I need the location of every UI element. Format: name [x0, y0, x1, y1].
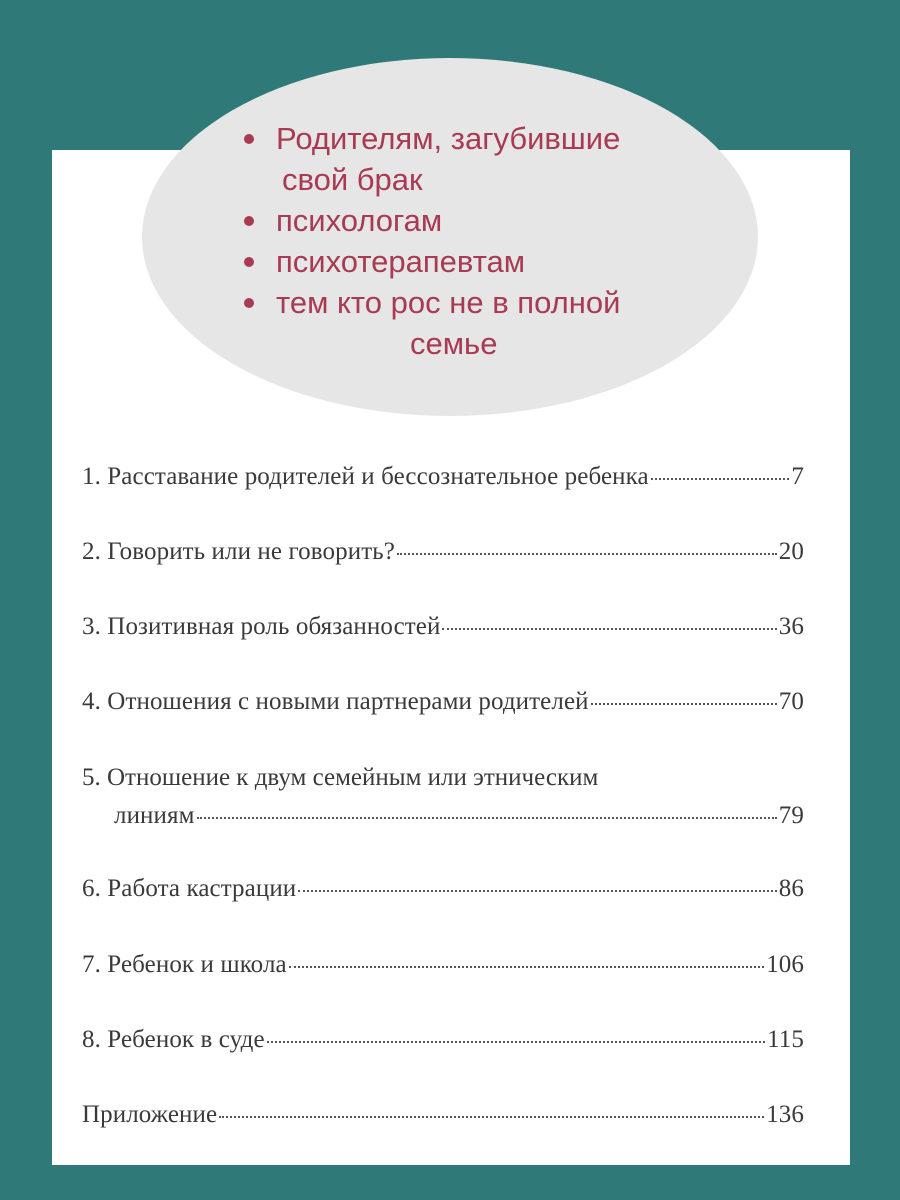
toc-entry-title: 1. Расставание родителей и бессознательное ребенка [82, 463, 649, 490]
toc-leader-dots [591, 703, 777, 705]
toc-entry[interactable] [82, 951, 804, 979]
audience-item [240, 241, 720, 282]
toc-entry[interactable] [82, 613, 804, 641]
bullet-icon [244, 298, 254, 308]
toc-entry[interactable] [82, 463, 804, 491]
toc-entry-title: Приложение [82, 1101, 218, 1128]
toc-entry-title: 8. Ребенок в суде [82, 1026, 265, 1053]
audience-item [240, 118, 720, 200]
toc-entry[interactable] [82, 875, 804, 903]
toc-leader-dots [397, 553, 777, 555]
toc-leader-dots [298, 890, 777, 892]
toc-entry[interactable] [82, 688, 804, 716]
toc-entry-page: 36 [778, 613, 804, 640]
toc-leader-dots [651, 478, 790, 480]
toc-entry[interactable] [82, 538, 804, 566]
toc-entry[interactable] [114, 802, 804, 830]
toc-leader-dots [267, 1041, 765, 1043]
toc-entry-page: 79 [778, 802, 804, 829]
audience-item-text-cont: семье [410, 326, 498, 361]
bullet-icon [244, 134, 254, 144]
toc-entry-page: 20 [778, 538, 804, 565]
toc-entry-title: 6. Работа кастрации [82, 875, 297, 902]
toc-entry-page: 136 [766, 1101, 804, 1128]
toc-entry-title: 4. Отношения с новыми партнерами родителей [82, 688, 589, 715]
toc-entry-page: 115 [767, 1026, 804, 1053]
toc-entry[interactable] [82, 1101, 804, 1129]
toc-leader-dots [442, 628, 776, 630]
audience-item-text: психотерапевтам [276, 244, 526, 279]
toc-entry-title: 2. Говорить или не говорить? [82, 538, 395, 565]
toc-leader-dots [197, 817, 777, 819]
bullet-icon [244, 216, 254, 226]
audience-item-text: Родителям, загубившие [276, 121, 621, 156]
toc-leader-dots [219, 1116, 764, 1118]
audience-item [240, 282, 720, 364]
audience-item-text-cont: свой брак [282, 162, 423, 197]
bullet-icon [244, 257, 254, 267]
toc-entry-page: 86 [778, 875, 804, 902]
toc-entry-page: 106 [766, 951, 804, 978]
toc-entry-title: линиям [114, 802, 195, 829]
toc-leader-dots [289, 966, 764, 968]
audience-item-text: психологам [276, 203, 443, 238]
audience-list [240, 118, 720, 364]
toc-entry-page: 70 [778, 688, 804, 715]
toc-entry-title: 7. Ребенок и школа [82, 951, 287, 978]
toc-entry-title: 3. Позитивная роль обязанностей [82, 613, 441, 640]
toc-entry-title-line1[interactable]: 5. Отношение к двум семейным или этническим [82, 764, 599, 791]
audience-item-text: тем кто рос не в полной [276, 285, 621, 320]
audience-item [240, 200, 720, 241]
toc-entry[interactable] [82, 1026, 804, 1054]
toc-entry-page: 7 [791, 463, 804, 490]
